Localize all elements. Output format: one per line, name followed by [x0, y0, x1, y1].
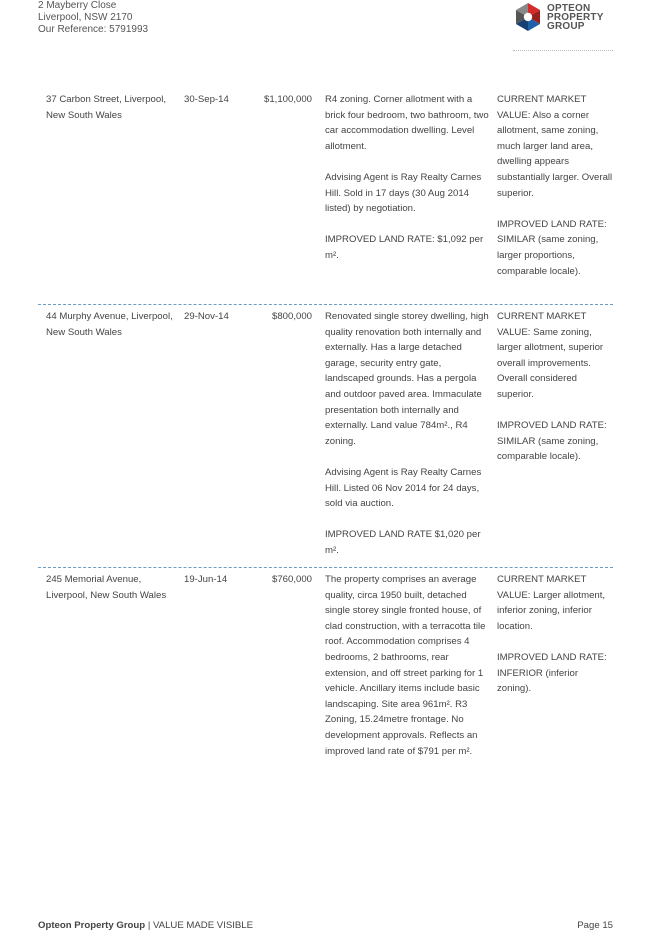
- sale-date: 30-Sep-14: [184, 94, 229, 105]
- reference-line: Our Reference: 5791993: [38, 24, 149, 35]
- opteon-logo: [513, 2, 621, 34]
- row-separator: [38, 567, 613, 568]
- sale-comparison: CURRENT MARKET VALUE: Larger allotment, inferior zoning, inferior location. IMPROVED LAND RATE: INFERIOR (inferior zoning).: [497, 574, 607, 695]
- header-divider: [513, 50, 613, 51]
- sale-comparison: CURRENT MARKET VALUE: Also a corner allotment, same zoning, much larger land area, dwelling appears substantially larger. Overall superior. IMPROVED LAND RATE: SIMILAR (same zoning, larger proportions, comparable locale).: [497, 94, 613, 277]
- page-number: Page 15: [577, 920, 613, 931]
- address-line-2: Liverpool, NSW 2170: [38, 12, 133, 23]
- header-address: [38, 0, 148, 36]
- sale-address: 44 Murphy Avenue, Liverpool, New South Wales: [46, 311, 173, 338]
- sale-date: 29-Nov-14: [184, 311, 229, 322]
- logo-mark-icon: [513, 2, 543, 32]
- sale-description: Renovated single storey dwelling, high quality renovation both internally and externally. Has a large detached garage, security entry gate, landscaped grounds. Has a pergola and outdoor paved area. Immaculate presentation both internally and externally. Land value 784m²., R4 zoning. Advising Agent is Ray Realty Carnes Hill. Listed 06 Nov 2014 for 24 days, sold via auction. IMPROVED LAND RATE $1,020 per m².: [325, 311, 489, 556]
- footer-tagline: VALUE MADE VISIBLE: [152, 920, 254, 931]
- sale-price: $800,000: [271, 311, 312, 322]
- sale-date: 19-Jun-14: [184, 574, 228, 585]
- footer-divider: |: [147, 920, 151, 931]
- sale-description: The property comprises an average quality, circa 1950 built, detached single storey single fronted house, of clad construction, with a terracotta tile roof. Accommodation comprises 4 bedrooms, 2 bathrooms, rear extension, and off street parking for 1 vehicle. Ancillary items include basic landscaping. Site area 961m². R3 Zoning, 15.24metre frontage. No development approvals. Reflects an improved land rate of $791 per m².: [325, 574, 486, 757]
- sale-address: 37 Carbon Street, Liverpool, New South Wales: [46, 94, 166, 121]
- sale-price: $760,000: [271, 574, 312, 585]
- sale-address: 245 Memorial Avenue, Liverpool, New South Wales: [46, 574, 167, 601]
- sale-price: $1,100,000: [263, 94, 312, 105]
- row-separator: [38, 304, 613, 305]
- sale-comparison: CURRENT MARKET VALUE: Same zoning, larger allotment, superior overall improvements. Overall considered superior. IMPROVED LAND RATE: SIMILAR (same zoning, comparable locale).: [497, 311, 607, 463]
- sale-description: R4 zoning. Corner allotment with a brick four bedroom, two bathroom, two car accommodation dwelling. Level allotment. Advising Agent is Ray Realty Carnes Hill. Sold in 17 days (30 Aug 2014 listed) by negotiation. IMPROVED LAND RATE: $1,092 per m².: [325, 94, 489, 261]
- address-line-1: 2 Mayberry Close: [38, 0, 117, 11]
- footer-brand: Opteon Property Group: [38, 920, 146, 931]
- page-footer: [38, 920, 613, 931]
- logo-text: OPTEON PROPERTY GROUP: [547, 3, 604, 32]
